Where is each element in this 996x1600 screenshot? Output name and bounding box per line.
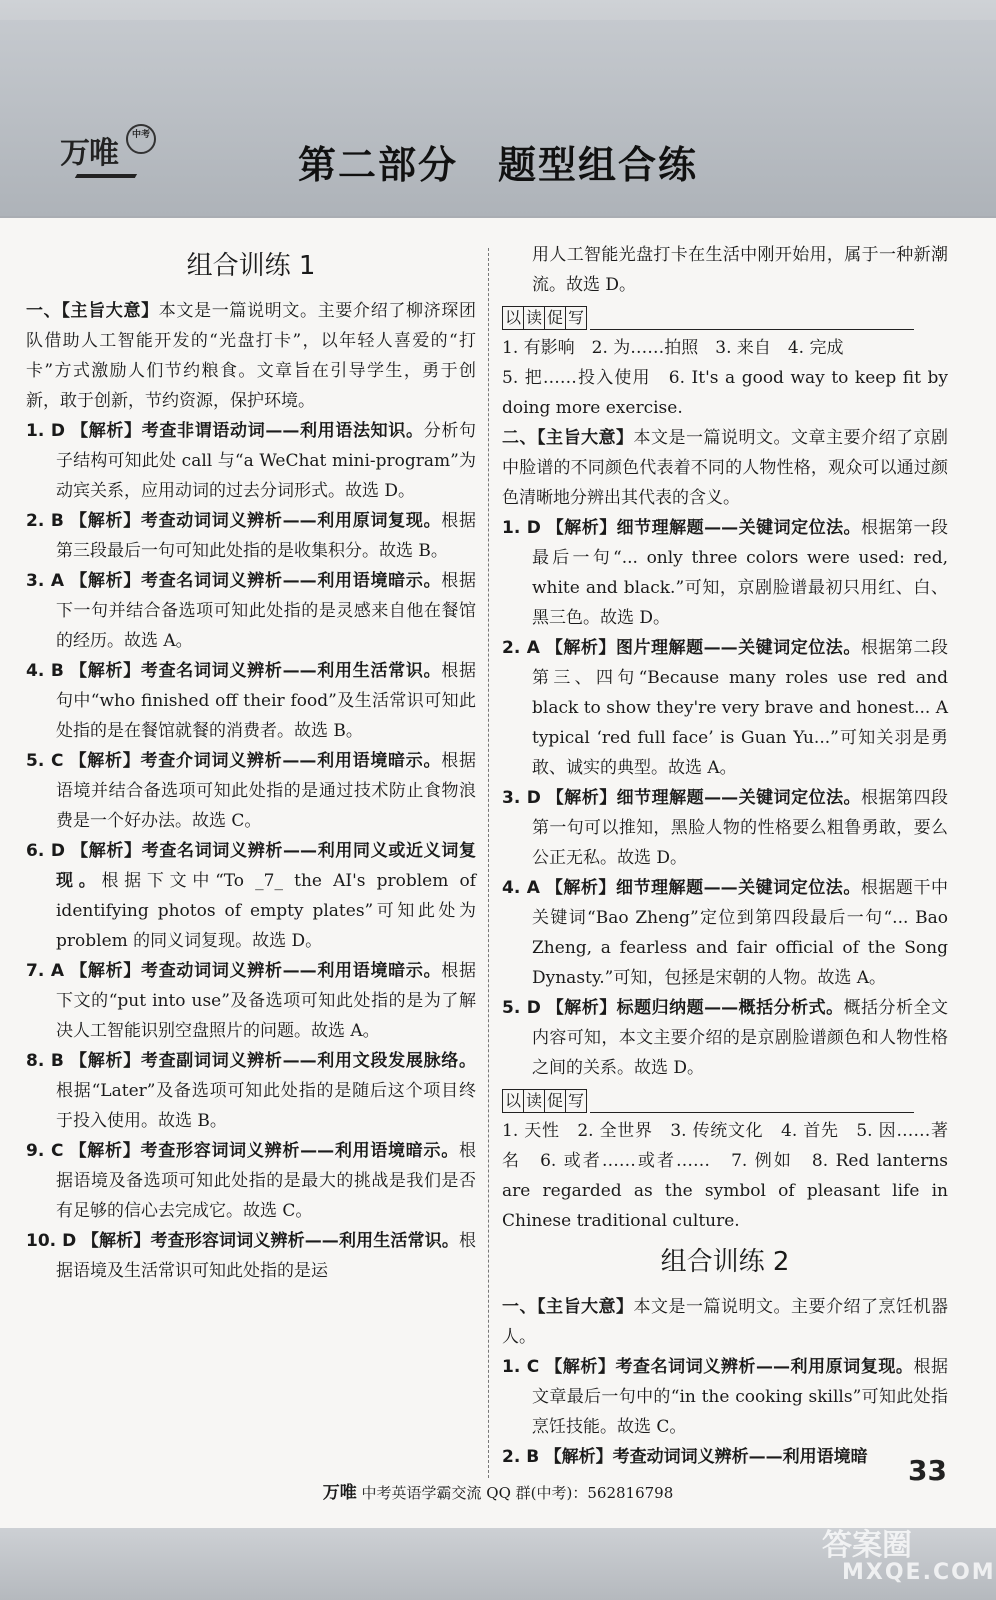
analysis-body: 根据“Later”及备选项可知此处指的是随后这个项目终于投入使用。故选 B。	[56, 1081, 476, 1131]
main-idea-2	[502, 423, 948, 513]
answer-item	[502, 1352, 948, 1442]
analysis-body: 分析句子结构可知此处 call 与“a WeChat mini-program”为动宾关系，应用动词的过去分词形式。故选 D。	[56, 421, 477, 501]
analysis-body: 根据下文的“put into use”及备选项可知此处指的是为了解决人工智能识别空盘照片的问题。故选 A。	[56, 961, 477, 1041]
logo-badge: 中考	[126, 124, 156, 154]
analysis-body: 根据下一句并结合备选项可知此处指的是灵感来自他在餐馆的经历。故选 A。	[56, 571, 477, 651]
main-idea-label: 二、【主旨大意】	[502, 428, 634, 448]
analysis-body: 根据文章最后一句中的“in the cooking skills”可知此处指烹饪技能。故选 C。	[532, 1357, 949, 1437]
analysis-body: 根据第二段第三、四句“Because many roles use red and black to show they're very brave and honest... A typical ‘red full face’ is Guan Yu...”可知关羽是勇敢、诚实的典型。故选 A。	[532, 638, 948, 778]
main-idea-text: 本文是一篇说明文。主要介绍了烹饪机器人。	[502, 1297, 948, 1347]
answer-item	[26, 746, 476, 836]
answer-number: 1. C	[502, 1357, 540, 1377]
tag-char: 以	[502, 306, 524, 330]
analysis-heading: 【解析】考查介词词义辨析——利用语境暗示。	[69, 751, 442, 771]
analysis-body: 根据下文中“To _7_ the AI's problem of identifying photos of empty plates”可知此处为 problem 的同义词复现。故选 D。	[56, 871, 476, 951]
answer-list	[26, 416, 476, 1286]
page-number: 33	[908, 1454, 947, 1487]
analysis-heading: 【解析】考查副词词义辨析——利用文段发展脉络。	[70, 1051, 477, 1071]
answer-item	[502, 993, 948, 1083]
tag-char: 读	[523, 1089, 545, 1113]
analysis-heading: 【解析】考查名词词义辨析——利用生活常识。	[70, 661, 442, 681]
exercise-title: 组合训练 1	[186, 251, 316, 281]
main-idea-text: 本文是一篇说明文。文章主要介绍了京剧中脸谱的不同颜色代表着不同的人物性格，观众可以通过颜色清晰地分辨出其代表的含义。	[502, 428, 948, 508]
answer-item	[26, 566, 476, 656]
answer-number: 2. A	[502, 638, 540, 658]
logo-text: 万唯	[60, 136, 118, 171]
answer-number: 6. D	[26, 841, 65, 861]
analysis-body: 根据第四段第一句可以推知，黑脸人物的性格要么粗鲁勇敢，要么公正无私。故选 D。	[532, 788, 949, 868]
watermark: 答案圈	[822, 1528, 912, 1563]
writing-answers-1b: 5. 把……投入使用 6. It's a good way to keep fit by doing more exercise.	[502, 368, 948, 418]
analysis-body: 根据句中“who finished off their food”及生活常识可知此处指的是在餐馆就餐的消费者。故选 B。	[56, 661, 477, 741]
answer-item	[26, 1226, 476, 1286]
answer-list	[502, 1352, 948, 1472]
answer-number: 3. D	[502, 788, 541, 808]
answer-number: 10. D	[26, 1231, 77, 1251]
tag-char: 促	[544, 1089, 566, 1113]
column-divider	[488, 248, 489, 1478]
answer-item	[26, 1046, 476, 1136]
main-idea-text: 本文是一篇说明文。主要介绍了柳济琛团队借助人工智能开发的“光盘打卡”，以年轻人喜爱的“打卡”方式激励人们节约粮食。文章旨在引导学生，勇于创新，敢于创新，节约资源，保护环境。	[26, 301, 477, 411]
answer-item	[502, 633, 948, 783]
writing-answers-2: 1. 天性 2. 全世界 3. 传统文化 4. 首先 5. 因……著名 6. 或者……或者…… 7. 例如 8. Red lanterns are regarded as the symbol of pleasant life in Chinese traditional culture.	[502, 1121, 948, 1231]
analysis-heading: 【解析】考查名词词义辨析——利用原词复现。	[545, 1357, 914, 1377]
answer-number: 4. B	[26, 661, 64, 681]
tag-char: 读	[523, 306, 545, 330]
answer-number: 2. B	[26, 511, 64, 531]
analysis-heading: 【解析】考查形容词词义辨析——利用语境暗示。	[69, 1141, 459, 1161]
answer-number: 7. A	[26, 961, 65, 981]
main-idea-label: 一、【主旨大意】	[502, 1297, 634, 1317]
answer-item	[26, 506, 476, 566]
answer-item	[26, 656, 476, 746]
analysis-body: 根据题干中关键词“Bao Zheng”定位到第四段最后一句“... Bao Zheng, a fearless and fair official of the Song Dynasty.”可知，包拯是宋朝的人物。故选 A。	[532, 878, 948, 988]
analysis-heading: 【解析】细节理解题——关键词定位法。	[545, 878, 861, 898]
answer-item	[26, 1136, 476, 1226]
answer-number: 1. D	[26, 421, 65, 441]
answer-item	[26, 836, 476, 956]
main-idea-3	[502, 1292, 948, 1352]
analysis-body: 根据第一段最后一句“... only three colors were used: red, white and black.”可知，京剧脸谱最初只用红、白、黑三色。故选 D。	[532, 518, 949, 628]
right-column	[502, 240, 948, 1472]
answer-item	[502, 513, 948, 633]
analysis-heading: 【解析】细节理解题——关键词定位法。	[546, 518, 862, 538]
read-write-tag	[502, 1089, 913, 1113]
answer-item	[502, 873, 948, 993]
answer-number: 8. B	[26, 1051, 64, 1071]
watermark-url: MXQE.COM	[842, 1560, 996, 1585]
answer-item	[26, 956, 476, 1046]
footer	[0, 1478, 996, 1503]
footer-text: 中考英语学霸交流 QQ 群(中考)：562816798	[361, 1484, 674, 1502]
analysis-body: 概括分析全文内容可知，本文主要介绍的是京剧脸谱颜色和人物性格之间的关系。故选 D。	[532, 998, 949, 1078]
analysis-body: 根据语境并结合备选项可知此处指的是通过技术防止食物浪费是一个好办法。故选 C。	[56, 751, 477, 831]
main-idea-label: 一、【主旨大意】	[26, 301, 159, 321]
tag-char: 以	[502, 1089, 524, 1113]
analysis-heading: 【解析】细节理解题——关键词定位法。	[546, 788, 862, 808]
analysis-body: 根据语境及生活常识可知此处指的是运	[56, 1231, 476, 1281]
analysis-heading: 【解析】考查动词词义辨析——利用原词复现。	[70, 511, 442, 531]
analysis-heading: 【解析】标题归纳题——概括分析式。	[546, 998, 844, 1018]
read-write-tag	[502, 306, 913, 330]
answer-number: 3. A	[26, 571, 65, 591]
footer-brand: 万唯	[322, 1483, 357, 1503]
answer-item	[502, 1442, 948, 1472]
answer-number: 5. D	[502, 998, 541, 1018]
answer-number: 1. D	[502, 518, 541, 538]
tag-char: 写	[565, 1089, 587, 1113]
answer-number: 4. A	[502, 878, 540, 898]
answer-item	[26, 416, 476, 506]
main-idea	[26, 296, 476, 416]
analysis-body: 根据第三段最后一句可知此处指的是收集积分。故选 B。	[56, 511, 477, 561]
left-column	[26, 240, 476, 1286]
answer-number: 5. C	[26, 751, 64, 771]
answer-number: 9. C	[26, 1141, 64, 1161]
tag-char: 促	[544, 306, 566, 330]
analysis-body: 根据语境及备选项可知此处指的是最大的挑战是我们是否有足够的信心去完成它。故选 C。	[56, 1141, 476, 1221]
continued-text: 用人工智能光盘打卡在生活中刚开始用，属于一种新潮流。故选 D。	[532, 245, 948, 295]
section-title: 第二部分 题型组合练	[297, 143, 698, 187]
analysis-heading: 【解析】考查非谓语动词——利用语法知识。	[71, 421, 424, 441]
analysis-heading: 【解析】考查名词词义辨析——利用语境暗示。	[70, 571, 442, 591]
analysis-heading: 【解析】考查动词词义辨析——利用语境暗示。	[70, 961, 442, 981]
exercise-title-2: 组合训练 2	[660, 1247, 790, 1277]
answer-list	[502, 513, 948, 1083]
tag-char: 写	[565, 306, 587, 330]
writing-answers-1a: 1. 有影响 2. 为……拍照 3. 来自 4. 完成	[502, 338, 844, 358]
analysis-heading: 【解析】考查形容词词义辨析——利用生活常识。	[81, 1231, 459, 1251]
answer-number: 2. B	[502, 1447, 540, 1467]
answer-item	[502, 783, 948, 873]
analysis-heading: 【解析】考查动词词义辨析——利用语境暗	[544, 1447, 868, 1467]
analysis-heading: 【解析】图片理解题——关键词定位法。	[545, 638, 861, 658]
analysis-heading: 【解析】考查名词词义辨析——利用同义或近义词复现。	[56, 841, 476, 891]
